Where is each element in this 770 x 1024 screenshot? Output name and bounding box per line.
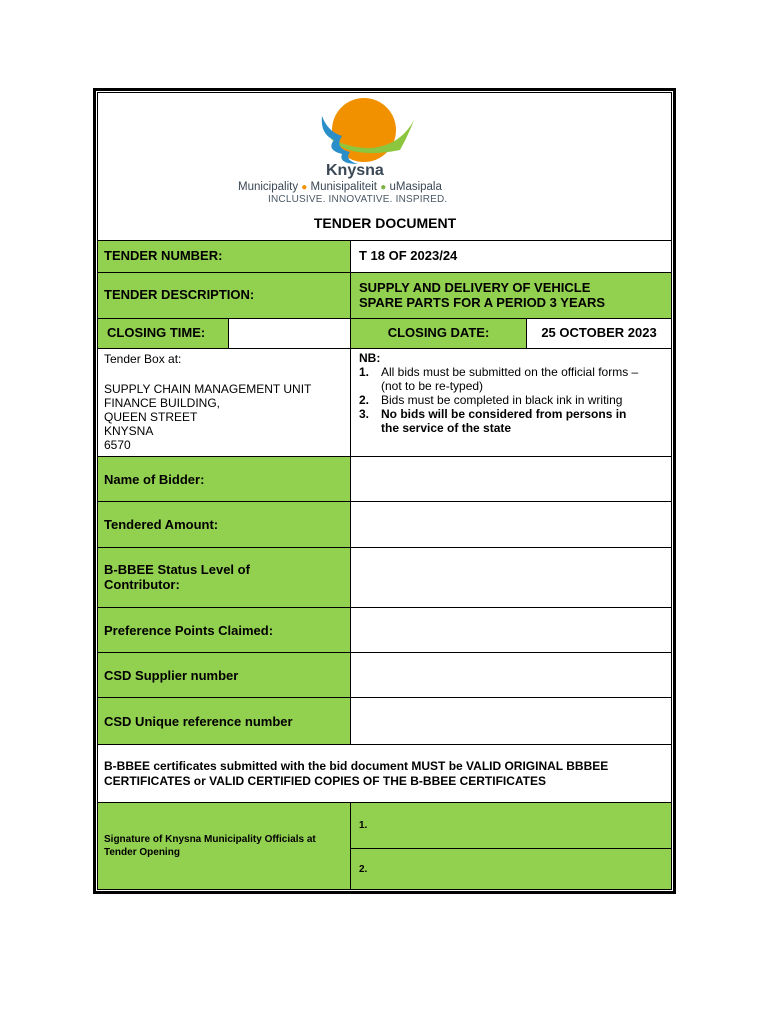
bbbee-status-label-cell [98,547,350,607]
brand-name: Knysna [326,162,384,179]
csd-unique-field[interactable] [350,697,671,744]
nb-cell [350,348,671,456]
csd-supplier-label-cell [98,652,350,697]
csd-unique-label-cell [98,697,350,744]
bbbee-status-label-line2: Contributor: [104,577,180,592]
closing-date-value: 25 OCTOBER 2023 [541,325,657,340]
name-of-bidder-label-cell [98,456,350,501]
nb-item-number: 1. [359,365,370,379]
preference-points-field[interactable] [350,607,671,652]
separator-dot-icon: ● [380,182,387,193]
bbbee-status-label-line1: B-BBEE Status Level of [104,562,250,577]
tender-description-label-cell [98,272,350,318]
nb-item-text: (not to be re-typed) [381,379,484,393]
tender-description-line2: SPARE PARTS FOR A PERIOD 3 YEARS [359,295,606,310]
closing-time-label-cell [98,318,228,348]
nb-item-text: All bids must be submitted on the official forms – [381,365,639,379]
nb-heading: NB: [359,351,381,365]
subtitle-umasipala: uMasipala [389,181,442,193]
tender-box-address-line: FINANCE BUILDING, [104,396,221,410]
signature-label-line1: Signature of Knysna Municipality Officials at [104,834,316,845]
closing-date-label: CLOSING DATE: [387,325,490,340]
nb-item-text: No bids will be considered from persons in [381,407,627,421]
tender-description-line1: SUPPLY AND DELIVERY OF VEHICLE [359,280,591,295]
nb-list [359,365,663,435]
tender-number-value: T 18 OF 2023/24 [359,248,458,263]
subtitle-municipality: Municipality [238,181,299,193]
nb-item-text: the service of the state [381,421,512,435]
brand-tagline: INCLUSIVE. INNOVATIVE. INSPIRED. [268,194,448,205]
name-of-bidder-label: Name of Bidder: [104,472,205,487]
nb-item-number: 3. [359,407,370,421]
tender-description-label: TENDER DESCRIPTION: [104,287,255,302]
certificates-note [98,744,671,802]
preference-points-label-cell [98,607,350,652]
tender-box-address-line: QUEEN STREET [104,410,198,424]
tender-box-cell [98,348,350,456]
tender-number-label: TENDER NUMBER: [104,248,223,263]
signature-slot-2-number: 2. [359,864,368,875]
signature-slot-2[interactable] [350,848,671,889]
nb-item-number: 2. [359,393,370,407]
tender-box-label: Tender Box at: [104,352,182,366]
name-of-bidder-field[interactable] [350,456,671,501]
tender-description-value-cell [350,272,671,318]
tender-box-address-line: 6570 [104,438,131,452]
tender-box-address-line: SUPPLY CHAIN MANAGEMENT UNIT [104,382,312,396]
certificates-note-line1: B-BBEE certificates submitted with the bid document MUST be VALID ORIGINAL BBBEE [104,759,609,773]
nb-item [359,407,663,435]
signature-slot-1-number: 1. [359,820,368,831]
signature-slot-1[interactable] [350,802,671,848]
signature-label-cell [98,802,350,889]
subtitle-munisipaliteit: Munisipaliteit [310,181,378,193]
bbbee-status-field[interactable] [350,547,671,607]
tendered-amount-label: Tendered Amount: [104,517,219,532]
tendered-amount-field[interactable] [350,501,671,547]
closing-date-value-cell [526,318,671,348]
closing-time-value-cell[interactable] [228,318,350,348]
closing-date-label-cell [350,318,526,348]
csd-supplier-label: CSD Supplier number [104,668,239,683]
nb-item-text: Bids must be completed in black ink in writing [381,393,623,407]
closing-time-label: CLOSING TIME: [107,325,206,340]
tendered-amount-label-cell [98,501,350,547]
csd-supplier-field[interactable] [350,652,671,697]
brand-subtitle [238,181,442,193]
tender-number-label-cell [98,240,350,272]
nb-item [359,365,663,393]
certificates-note-line2: CERTIFICATES or VALID CERTIFIED COPIES OF THE B-BBEE CERTIFICATES [104,774,547,788]
signature-label-line2: Tender Opening [104,847,180,858]
document-title: TENDER DOCUMENT [313,215,457,231]
tender-box-address-line: KNYSNA [104,424,154,438]
csd-unique-label: CSD Unique reference number [104,714,293,729]
tender-number-value-cell [350,240,671,272]
separator-dot-icon: ● [301,182,308,193]
preference-points-label: Preference Points Claimed: [104,623,274,638]
nb-item [359,393,663,407]
